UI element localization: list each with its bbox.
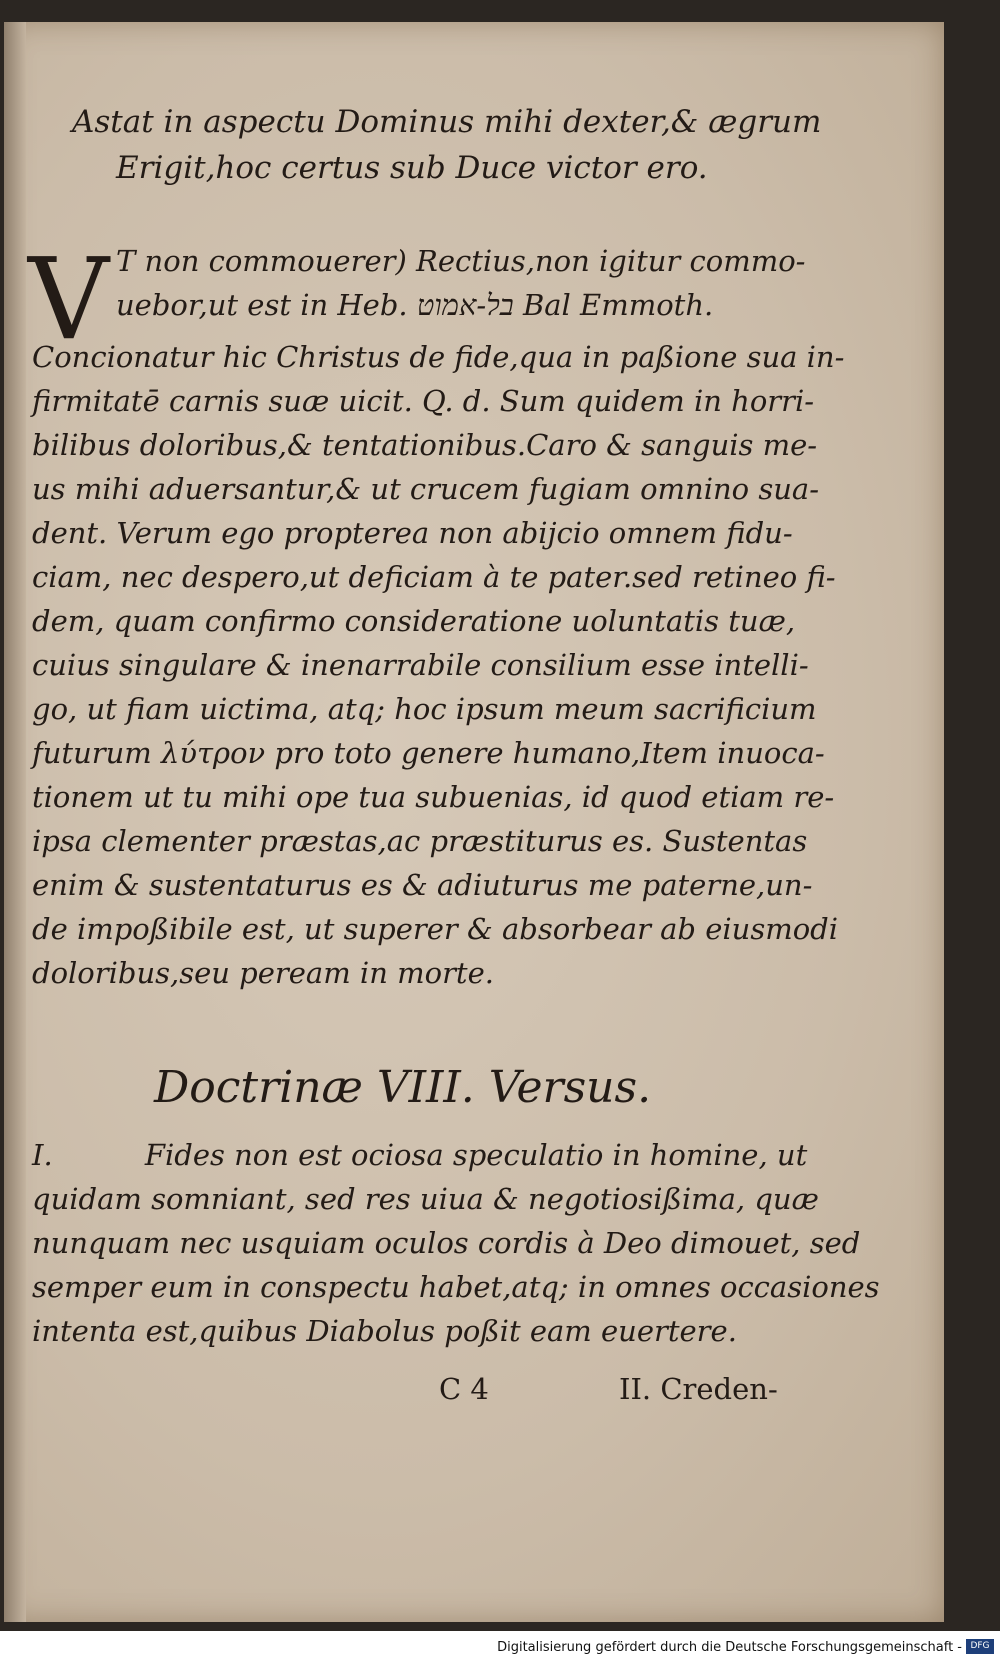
intro-line-1: T non commouerer) Rectius,non igitur commo- [116, 244, 806, 278]
body-line: ipsa clementer præstas,ac præstiturus es. Sustentas [32, 824, 808, 858]
body-line: firmitatē carnis suæ uicit. Q. d. Sum quidem in horri- [32, 384, 815, 418]
scanned-page [4, 22, 944, 1622]
body-line: de impoßibile est, ut superer & absorbear ab eiusmodi [32, 912, 839, 946]
motto-line-1: Astat in aspectu Dominus mihi dexter,& ægrum [72, 104, 822, 140]
dfg-logo-icon: DFG [966, 1639, 994, 1654]
signature-mark: C 4 [439, 1372, 489, 1406]
body-line: go, ut fiam uictima, atq; hoc ipsum meum sacrificium [32, 692, 817, 726]
body-line: tionem ut tu mihi ope tua subuenias, id quod etiam re- [32, 780, 835, 814]
body-line: bilibus doloribus,& tentationibus.Caro & sanguis me- [32, 428, 818, 462]
doctrine-line: semper eum in conspectu habet,atq; in omnes occasiones [32, 1270, 880, 1304]
body-line: ciam, nec despero,ut deficiam à te pater.sed retineo fi- [32, 560, 836, 594]
body-line: futurum λύτρον pro toto genere humano,Item inuoca- [32, 736, 825, 770]
section-heading: Doctrinæ VIII. Versus. [154, 1062, 652, 1113]
body-line: dent. Verum ego propterea non abijcio omnem fidu- [32, 516, 793, 550]
footer-bar [0, 1631, 1000, 1663]
doctrine-line: intenta est,quibus Diabolus poßit eam euertere. [32, 1314, 737, 1348]
drop-cap: V [28, 235, 109, 365]
body-line: us mihi aduersantur,& ut crucem fugiam omnino sua- [32, 472, 820, 506]
footer-credit: Digitalisierung gefördert durch die Deutsche Forschungsgemeinschaft - [497, 1640, 962, 1655]
body-line: dem, quam confirmo consideratione uoluntatis tuæ, [32, 604, 796, 638]
intro-line-2: uebor,ut est in Heb. בל-אמוט Bal Emmoth. [116, 288, 714, 322]
motto-line-2: Erigit,hoc certus sub Duce victor ero. [116, 150, 708, 186]
body-line: cuius singulare & inenarrabile consilium esse intelli- [32, 648, 809, 682]
body-line: Concionatur hic Christus de fide,qua in paßione sua in- [32, 340, 845, 374]
body-line: enim & sustentaturus es & adiuturus me paterne,un- [32, 868, 813, 902]
doctrine-line: nunquam nec usquiam oculos cordis à Deo dimouet, sed [32, 1226, 861, 1260]
body-line: doloribus,seu peream in morte. [32, 956, 494, 990]
page-gutter [4, 22, 26, 1622]
doctrine-line: quidam somniant, sed res uiua & negotiosißima, quæ [32, 1182, 819, 1216]
catchword: II. Creden- [619, 1372, 778, 1406]
doctrine-line: I. Fides non est ociosa speculatio in homine, ut [32, 1138, 808, 1172]
